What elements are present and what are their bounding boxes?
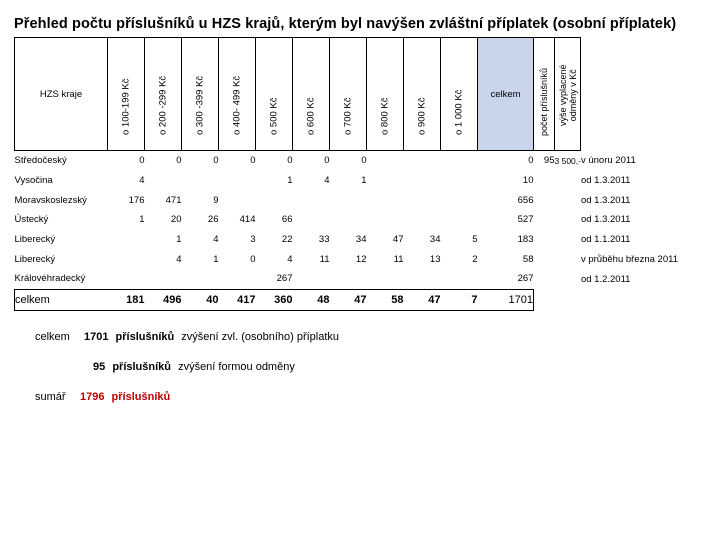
sum-row-value: 47	[330, 289, 367, 310]
row-band-value	[293, 269, 330, 289]
row-vyse: 3 500,-	[554, 155, 581, 166]
row-region-name: Vysočina	[14, 175, 53, 187]
row-band-value	[441, 269, 478, 289]
row-band-value: 0	[287, 155, 293, 167]
row-band-value: 176	[128, 194, 145, 206]
header-band-7: o 700 Kč	[330, 38, 367, 151]
row-band-value: 3	[250, 234, 256, 246]
header-band-4: o 400- 499 Kč	[219, 38, 256, 151]
row-band-value: 66	[281, 214, 293, 226]
row-band-value: 47	[392, 234, 404, 246]
header-band-3: o 300 -399 Kč	[182, 38, 219, 151]
summary-line-2	[93, 361, 295, 373]
row-band-value: 5	[472, 234, 478, 246]
row-band-value	[441, 171, 478, 191]
row-band-value	[367, 171, 404, 191]
header-row	[15, 38, 678, 151]
sum-row-value: 48	[293, 289, 330, 310]
row-band-value	[330, 210, 367, 230]
row-band-value: 4	[139, 175, 145, 187]
sum-row-value: 496	[145, 289, 182, 310]
row-band-value	[404, 269, 441, 289]
header-band-8: o 800 Kč	[367, 38, 404, 151]
row-band-value	[145, 269, 182, 289]
row-total: 58	[522, 253, 534, 265]
row-band-value: 0	[139, 155, 145, 167]
sum-row	[15, 289, 678, 310]
row-band-value: 0	[176, 155, 182, 167]
row-pocet	[534, 190, 555, 210]
row-note: od 1.3.2011	[580, 214, 631, 226]
row-band-value	[330, 190, 367, 210]
row-total: 267	[517, 273, 534, 285]
allowance-table	[14, 37, 678, 311]
header-kraje: HZS kraje	[15, 38, 108, 151]
summary-reward-word: příslušníků	[112, 361, 171, 373]
row-total: 527	[517, 214, 534, 226]
row-region-name: Středočeský	[14, 155, 67, 167]
row-band-value	[293, 190, 330, 210]
table-row	[15, 151, 678, 171]
row-band-value: 11	[393, 253, 404, 265]
row-band-value: 1	[176, 234, 182, 246]
row-pocet	[534, 249, 555, 269]
row-band-value	[404, 210, 441, 230]
sum-row-value: 360	[256, 289, 293, 310]
row-band-value: 0	[250, 253, 256, 265]
row-note: od 1.3.2011	[580, 194, 631, 206]
row-band-value	[367, 210, 404, 230]
row-band-value: 471	[165, 194, 182, 206]
row-total: 10	[522, 175, 534, 187]
sum-row-label: celkem	[15, 289, 108, 310]
row-band-value: 22	[281, 234, 293, 246]
row-band-value: 20	[170, 214, 182, 226]
summary-sumar-label: sumář	[35, 391, 66, 403]
row-band-value: 1	[361, 175, 367, 187]
sum-row-value: 40	[182, 289, 219, 310]
row-region-name: Liberecký	[14, 253, 56, 265]
header-band-1: o 100-199 Kč	[108, 38, 145, 151]
row-vyse	[555, 269, 581, 289]
row-band-value: 1	[287, 175, 293, 187]
row-vyse	[555, 230, 581, 250]
row-pocet	[534, 171, 555, 191]
row-band-value: 4	[176, 253, 182, 265]
row-band-value: 2	[472, 253, 478, 265]
row-band-value	[293, 210, 330, 230]
row-region-name: Liberecký	[14, 234, 56, 246]
table-row	[15, 249, 678, 269]
summary-total-desc: zvýšení zvl. (osobního) příplatku	[181, 331, 340, 343]
row-region-name: Ústecký	[14, 214, 49, 226]
row-band-value: 267	[276, 273, 293, 285]
sum-row-value: 7	[441, 289, 478, 310]
header-band-2: o 200 -299 Kč	[145, 38, 182, 151]
row-total: 0	[528, 155, 534, 167]
row-vyse	[555, 171, 581, 191]
sum-row-value: 417	[219, 289, 256, 310]
row-vyse	[555, 190, 581, 210]
page-title: Přehled počtu příslušníků u HZS krajů, kterým byl navýšen zvláštní příplatek (osobní příplatek)	[14, 16, 677, 32]
row-pocet	[534, 210, 555, 230]
row-band-value: 1	[139, 214, 145, 226]
row-band-value	[182, 269, 219, 289]
row-band-value: 34	[355, 234, 367, 246]
row-band-value: 4	[287, 253, 293, 265]
row-band-value	[367, 151, 404, 171]
table-row	[15, 171, 678, 191]
row-band-value: 9	[213, 194, 219, 206]
row-pocet: 95	[543, 155, 555, 167]
row-band-value	[219, 190, 256, 210]
row-band-value: 0	[361, 155, 367, 167]
table-row	[15, 269, 678, 289]
row-band-value	[441, 210, 478, 230]
row-note: od 1.2.2011	[580, 273, 631, 285]
row-band-value: 26	[207, 214, 219, 226]
row-band-value	[108, 230, 145, 250]
row-band-value: 414	[239, 214, 256, 226]
summary-reward-number: 95	[93, 361, 106, 373]
row-total: 656	[517, 194, 534, 206]
row-band-value	[404, 171, 441, 191]
summary-sumar-number: 1796	[80, 391, 105, 403]
row-note: od 1.1.2011	[580, 234, 631, 246]
row-band-value: 11	[319, 253, 330, 265]
row-band-value	[108, 269, 145, 289]
summary-sumar-word: příslušníků	[111, 391, 171, 403]
row-band-value: 13	[429, 253, 441, 265]
summary-line-1-content	[84, 331, 339, 343]
row-band-value	[404, 151, 441, 171]
row-band-value	[145, 171, 182, 191]
row-vyse	[555, 210, 581, 230]
row-band-value	[219, 269, 256, 289]
summary-celkem-label: celkem	[35, 331, 70, 343]
summary-line-1	[35, 331, 70, 343]
sum-row-total: 1701	[478, 289, 534, 310]
row-band-value: 0	[213, 155, 219, 167]
header-celkem: celkem	[478, 38, 534, 151]
row-band-value: 12	[355, 253, 367, 265]
row-pocet	[534, 269, 555, 289]
row-band-value: 4	[324, 175, 330, 187]
row-band-value	[108, 249, 145, 269]
table-row	[15, 210, 678, 230]
header-band-10: o 1 000 Kč	[441, 38, 478, 151]
row-note: v průběhu března 2011	[580, 253, 678, 265]
summary-total-number: 1701	[84, 331, 109, 343]
header-pocet: počet příslušníků	[534, 38, 555, 151]
row-region-name: Královéhradecký	[14, 273, 86, 285]
header-band-6: o 600 Kč	[293, 38, 330, 151]
summary-line-3	[80, 391, 170, 403]
row-band-value	[330, 269, 367, 289]
row-band-value: 0	[250, 155, 256, 167]
header-band-5: o 500 Kč	[256, 38, 293, 151]
row-note: v únoru 2011	[580, 155, 636, 167]
row-band-value: 1	[213, 253, 219, 265]
sum-row-value: 47	[404, 289, 441, 310]
row-band-value	[256, 190, 293, 210]
table-row	[15, 230, 678, 250]
row-pocet	[534, 230, 555, 250]
summary-total-word: příslušníků	[115, 331, 175, 343]
row-note: od 1.3.2011	[580, 175, 631, 187]
row-band-value	[367, 269, 404, 289]
summary-reward-desc: zvýšení formou odměny	[178, 361, 295, 373]
row-band-value	[441, 190, 478, 210]
row-band-value	[219, 171, 256, 191]
row-band-value: 0	[324, 155, 330, 167]
row-band-value	[441, 151, 478, 171]
row-band-value	[404, 190, 441, 210]
row-band-value	[182, 171, 219, 191]
row-total: 183	[517, 234, 534, 246]
table-row	[15, 190, 678, 210]
header-vyse: výše vyplacené odměny v Kč	[555, 38, 581, 151]
row-band-value	[367, 190, 404, 210]
header-band-9: o 900 Kč	[404, 38, 441, 151]
sum-row-value: 58	[367, 289, 404, 310]
row-band-value: 34	[429, 234, 441, 246]
row-region-name: Moravskoslezský	[14, 194, 87, 206]
row-band-value: 33	[318, 234, 330, 246]
sum-row-value: 181	[108, 289, 145, 310]
row-band-value: 4	[213, 234, 219, 246]
row-vyse	[555, 249, 581, 269]
